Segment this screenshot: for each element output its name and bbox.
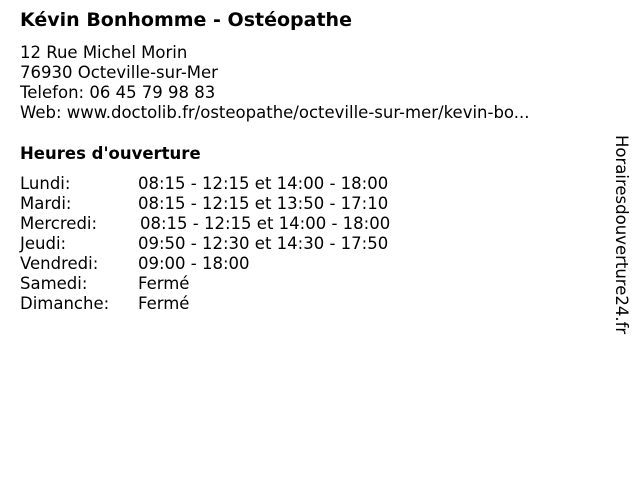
business-title: Kévin Bonhomme - Ostéopathe [20,9,352,31]
time-value: Fermé [138,274,190,293]
day-label: Vendredi: [20,254,99,273]
day-label: Samedi: [20,274,88,293]
opening-hours-table [20,174,440,314]
business-info [20,43,529,123]
time-value: 08:15 - 12:15 et 14:00 - 18:00 [140,214,391,233]
time-value: 08:15 - 12:15 et 14:00 - 18:00 [138,174,389,193]
site-watermark: Horairesdouverture24.fr [612,135,631,335]
day-label: Mercredi: [20,214,98,233]
hours-row-jeudi [20,234,440,254]
day-label: Dimanche: [20,294,110,313]
time-value: 09:50 - 12:30 et 14:30 - 17:50 [138,234,389,253]
time-value: Fermé [138,294,190,313]
phone-number[interactable]: Telefon: 06 45 79 98 83 [20,83,216,102]
hours-row-vendredi [20,254,440,274]
hours-row-dimanche [20,294,440,314]
address-street: 12 Rue Michel Morin [20,43,188,62]
hours-row-mercredi [20,214,440,234]
website-link[interactable]: Web: www.doctolib.fr/osteopathe/octeville-sur-mer/kevin-bo... [20,103,530,122]
day-label: Mardi: [20,194,72,213]
hours-row-samedi [20,274,440,294]
hours-row-mardi [20,194,440,214]
time-value: 09:00 - 18:00 [138,254,250,273]
day-label: Jeudi: [20,234,67,253]
time-value: 08:15 - 12:15 et 13:50 - 17:10 [138,194,389,213]
hours-heading: Heures d'ouverture [20,144,201,163]
hours-row-lundi [20,174,440,194]
day-label: Lundi: [20,174,71,193]
address-city: 76930 Octeville-sur-Mer [20,63,218,82]
